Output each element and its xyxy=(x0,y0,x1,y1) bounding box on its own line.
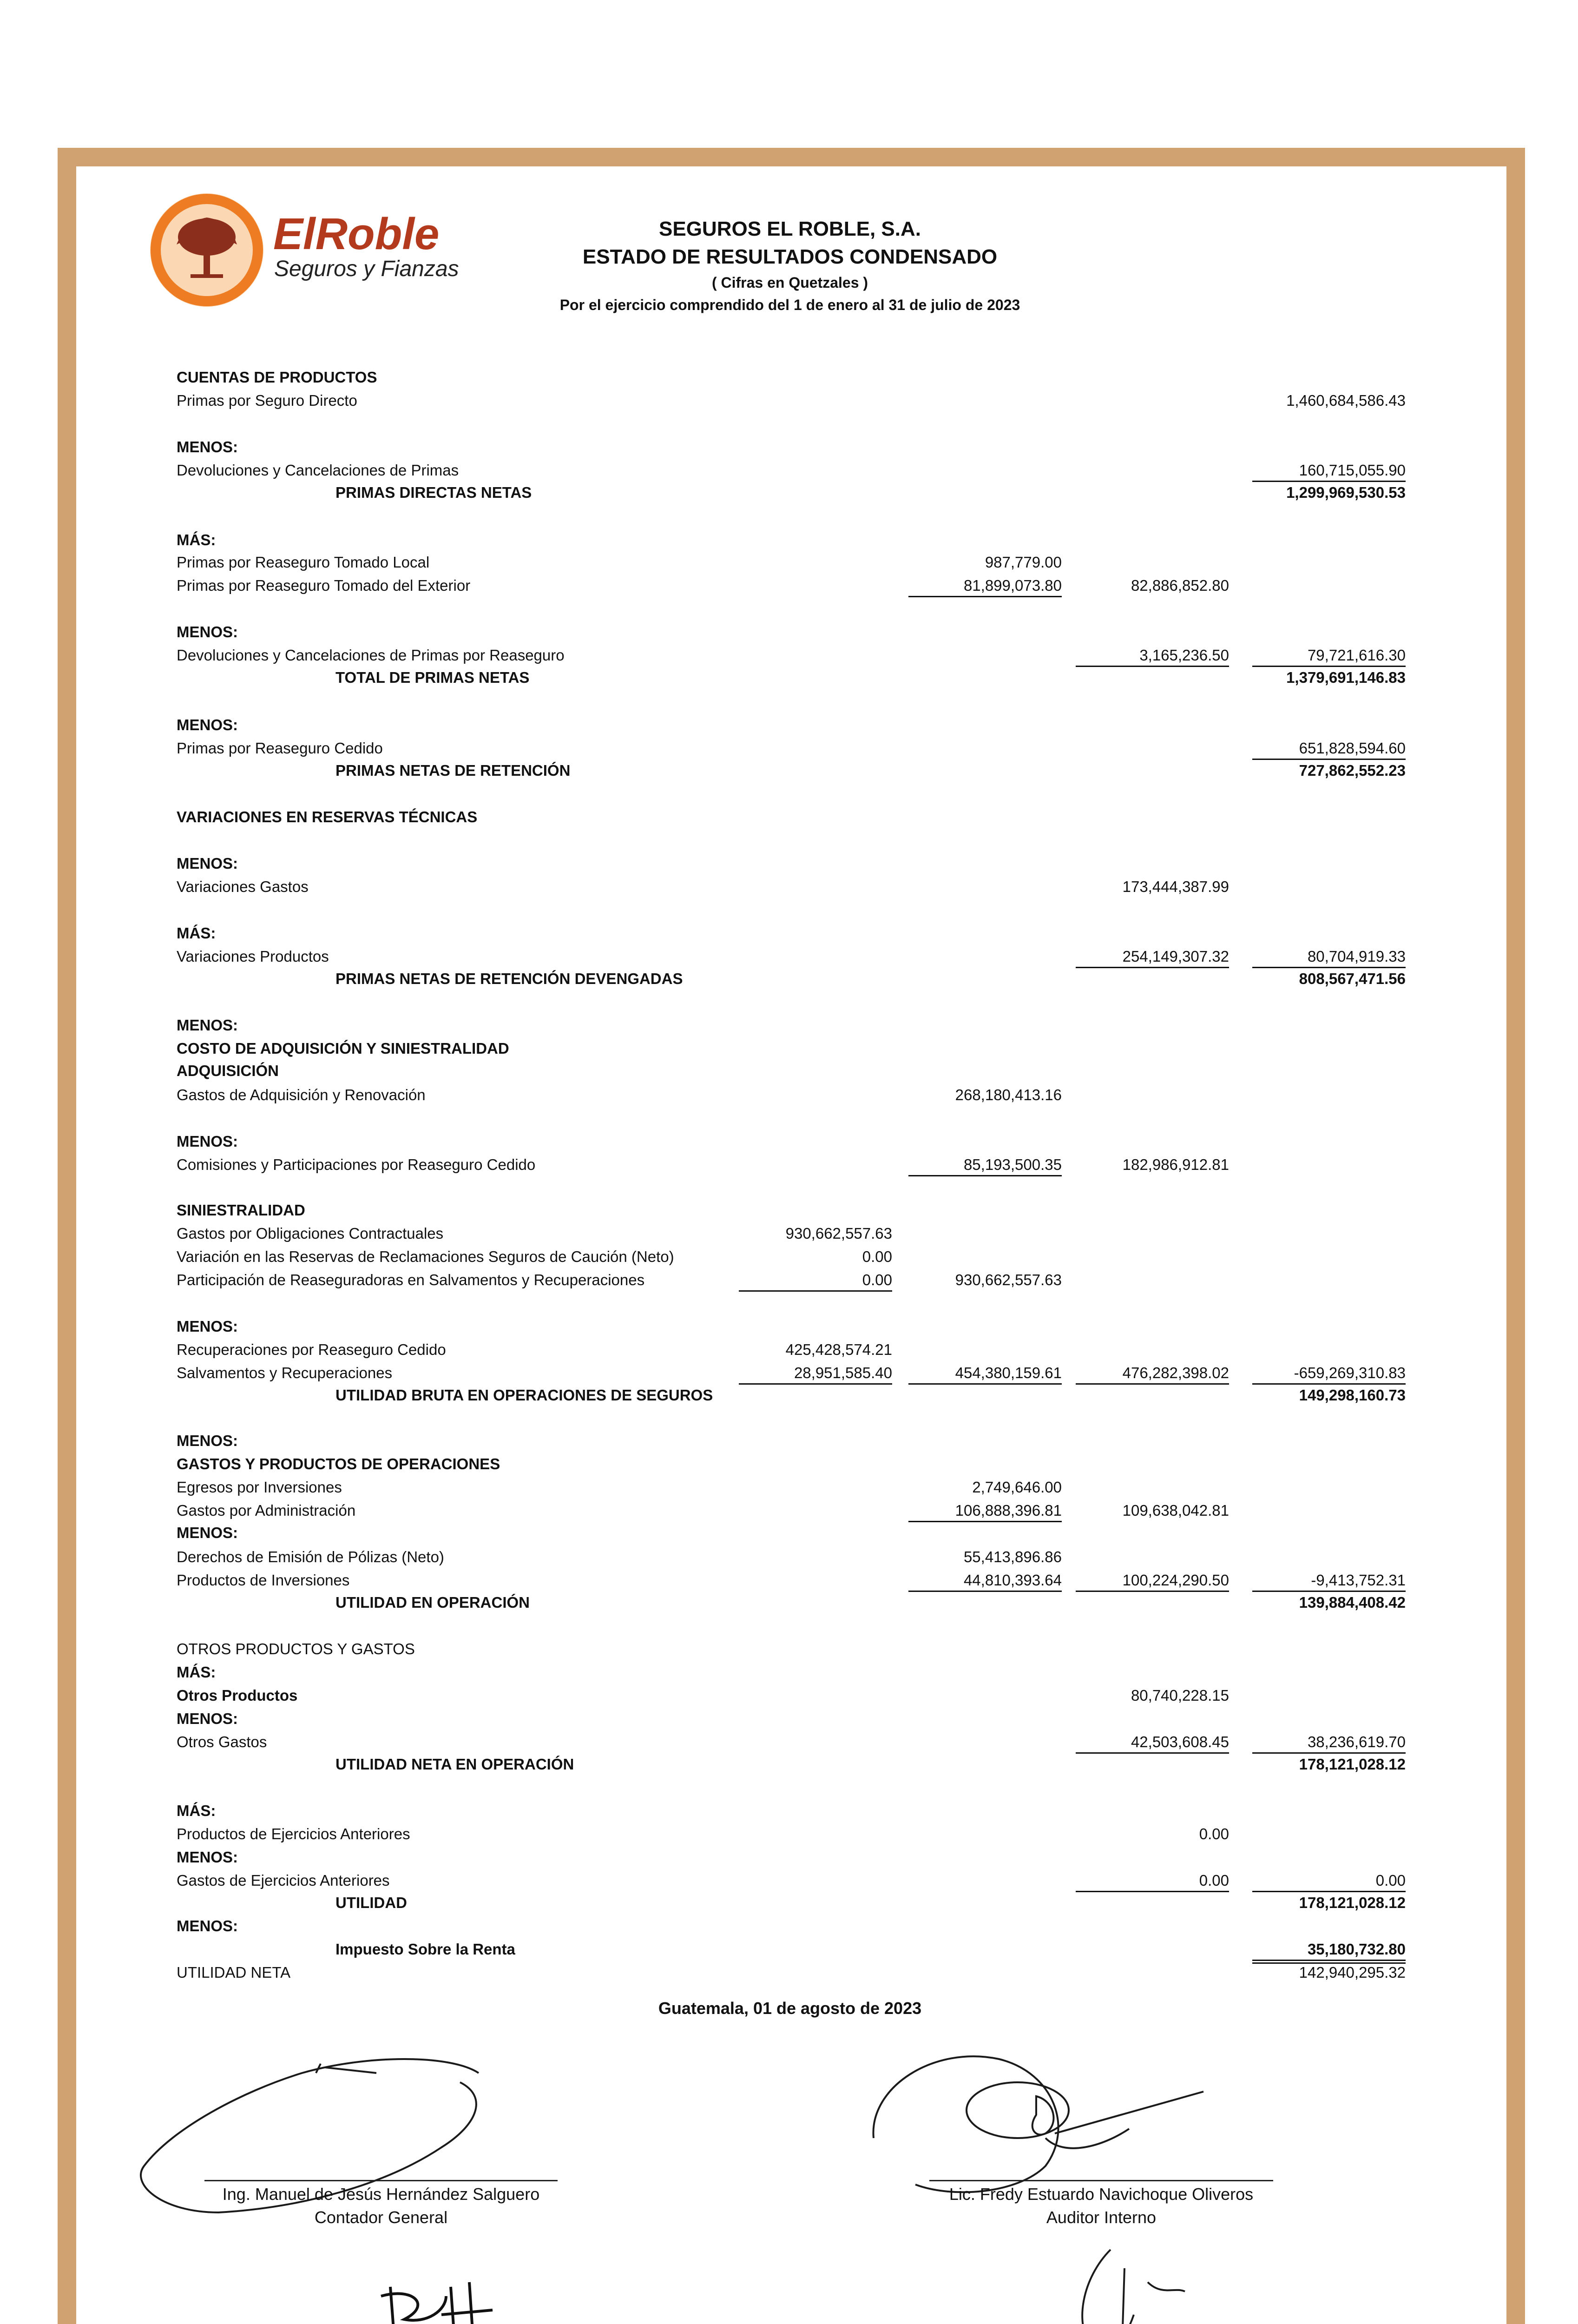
amount-c4: 178,121,028.12 xyxy=(1299,1894,1406,1911)
statement-section-label: MENOS: xyxy=(177,623,238,640)
statement-line-label: Gastos por Administración xyxy=(177,1502,356,1519)
statement-section-label: MÁS: xyxy=(177,531,216,548)
amount-c2: 987,779.00 xyxy=(985,554,1062,571)
place-date: Guatemala, 01 de agosto de 2023 xyxy=(658,1999,922,2018)
amount-c3: 182,986,912.81 xyxy=(1122,1156,1229,1173)
statement-line-label: Egresos por Inversiones xyxy=(177,1479,342,1496)
period-note: Por el ejercicio comprendido del 1 de enero al 31 de julio de 2023 xyxy=(559,297,1020,313)
statement-total-label: UTILIDAD xyxy=(335,1894,407,1911)
statement-line-label: Primas por Reaseguro Tomado Local xyxy=(177,554,430,571)
signature-gerente xyxy=(1055,2240,1222,2324)
signature-presidente xyxy=(376,2278,516,2324)
statement-line-label: Variación en las Reservas de Reclamaciones Seguros de Caución (Neto) xyxy=(177,1248,674,1265)
statement-total-label: TOTAL DE PRIMAS NETAS xyxy=(335,669,530,686)
statement-line-label: OTROS PRODUCTOS Y GASTOS xyxy=(177,1640,415,1657)
statement-total-label: UTILIDAD EN OPERACIÓN xyxy=(335,1594,530,1611)
statement-section-label: MENOS: xyxy=(177,1318,238,1335)
amount-c4: 149,298,160.73 xyxy=(1299,1386,1406,1404)
statement-section-label: MENOS: xyxy=(177,1710,238,1727)
statement-line-label: Primas por Reaseguro Tomado del Exterior xyxy=(177,577,471,594)
amount-c1: 425,428,574.21 xyxy=(785,1341,892,1358)
amount-c3: 0.00 xyxy=(1199,1825,1229,1842)
amount-c2: 268,180,413.16 xyxy=(955,1086,1062,1103)
svg-text:Seguros y Fianzas: Seguros y Fianzas xyxy=(274,257,459,281)
statement-total-label: UTILIDAD NETA EN OPERACIÓN xyxy=(335,1756,574,1773)
statement-section-label: VARIACIONES EN RESERVAS TÉCNICAS xyxy=(177,808,478,825)
statement-line-label: Productos de Ejercicios Anteriores xyxy=(177,1825,410,1842)
statement-section-label: ADQUISICIÓN xyxy=(177,1062,279,1079)
statement-line-label: Recuperaciones por Reaseguro Cedido xyxy=(177,1341,446,1358)
statement-line-label: Primas por Reaseguro Cedido xyxy=(177,739,383,757)
statement-section-label: MENOS: xyxy=(177,1133,238,1150)
amount-c3: 42,503,608.45 xyxy=(1076,1732,1229,1754)
statement-line-label: Variaciones Gastos xyxy=(177,878,309,895)
signatory-role: Auditor Interno xyxy=(1046,2208,1157,2227)
statement-line-label: Devoluciones y Cancelaciones de Primas xyxy=(177,462,459,479)
statement-line-label: Variaciones Productos xyxy=(177,948,329,965)
amount-c4: -659,269,310.83 xyxy=(1252,1363,1406,1385)
amount-c2: 44,810,393.64 xyxy=(908,1570,1062,1592)
amount-c1: 0.00 xyxy=(862,1248,892,1265)
amount-c2: 55,413,896.86 xyxy=(963,1548,1062,1565)
amount-c2: 930,662,557.63 xyxy=(955,1271,1062,1288)
statement-line-label: Participación de Reaseguradoras en Salvamentos y Recuperaciones xyxy=(177,1271,645,1288)
amount-c3: 80,740,228.15 xyxy=(1131,1687,1229,1704)
statement-section-label: COSTO DE ADQUISICIÓN Y SINIESTRALIDAD xyxy=(177,1040,509,1057)
statement-total-label: PRIMAS NETAS DE RETENCIÓN xyxy=(335,762,571,779)
amount-c3: 254,149,307.32 xyxy=(1076,946,1229,968)
statement-line-label: Productos de Inversiones xyxy=(177,1571,350,1589)
amount-c1: 930,662,557.63 xyxy=(785,1225,892,1242)
svg-text:ElRoble: ElRoble xyxy=(273,209,440,259)
amount-c2: 454,380,159.61 xyxy=(908,1363,1062,1385)
signatory-name: Ing. Manuel de Jesús Hernández Salguero xyxy=(222,2185,540,2204)
statement-title: ESTADO DE RESULTADOS CONDENSADO xyxy=(582,245,998,268)
statement-section-label: MÁS: xyxy=(177,924,216,942)
statement-section-label: CUENTAS DE PRODUCTOS xyxy=(177,369,377,386)
statement-total-label: PRIMAS NETAS DE RETENCIÓN DEVENGADAS xyxy=(335,970,683,987)
currency-note: ( Cifras en Quetzales ) xyxy=(711,274,868,291)
statement-section-label: MENOS: xyxy=(177,438,238,456)
statement-total-label: PRIMAS DIRECTAS NETAS xyxy=(335,484,532,501)
amount-c3: 0.00 xyxy=(1076,1870,1229,1892)
signature-line-contador xyxy=(204,2180,558,2181)
statement-section-label: MENOS: xyxy=(177,1524,238,1541)
amount-c4: 727,862,552.23 xyxy=(1299,762,1406,779)
statement-section-label: MÁS: xyxy=(177,1802,216,1819)
signature-line-auditor xyxy=(929,2180,1273,2181)
statement-section-label: SINIESTRALIDAD xyxy=(177,1202,305,1219)
statement-section-label: MENOS: xyxy=(177,1432,238,1449)
amount-c2: 81,899,073.80 xyxy=(908,575,1062,597)
company-name: SEGUROS EL ROBLE, S.A. xyxy=(659,218,921,240)
amount-c4: 139,884,408.42 xyxy=(1299,1594,1406,1611)
statement-section-label: MENOS: xyxy=(177,1917,238,1934)
statement-line-label: UTILIDAD NETA xyxy=(177,1964,291,1981)
statement-line-label: Gastos de Ejercicios Anteriores xyxy=(177,1872,390,1889)
amount-c1: 0.00 xyxy=(739,1270,892,1292)
statement-line-label: Salvamentos y Recuperaciones xyxy=(177,1364,393,1381)
amount-c1: 28,951,585.40 xyxy=(739,1363,892,1385)
amount-c4: 142,940,295.32 xyxy=(1299,1964,1406,1981)
amount-c2: 106,888,396.81 xyxy=(908,1500,1062,1522)
statement-line-label: Otros Gastos xyxy=(177,1733,267,1750)
amount-c2: 85,193,500.35 xyxy=(908,1155,1062,1176)
statement-total-label: UTILIDAD BRUTA EN OPERACIONES DE SEGUROS xyxy=(335,1386,713,1404)
amount-c3: 173,444,387.99 xyxy=(1122,878,1229,895)
amount-c3: 476,282,398.02 xyxy=(1076,1363,1229,1385)
amount-c4: 0.00 xyxy=(1252,1870,1406,1892)
statement-section-label: MENOS: xyxy=(177,1849,238,1866)
amount-c4: 160,715,055.90 xyxy=(1252,460,1406,482)
amount-c3: 3,165,236.50 xyxy=(1076,645,1229,667)
amount-c4: 79,721,616.30 xyxy=(1252,645,1406,667)
signatory-role: Contador General xyxy=(314,2208,448,2227)
statement-line-label: Comisiones y Participaciones por Reaseguro Cedido xyxy=(177,1156,536,1173)
amount-c4: 1,460,684,586.43 xyxy=(1286,392,1406,409)
amount-c4: 808,567,471.56 xyxy=(1299,970,1406,987)
amount-c4: 38,236,619.70 xyxy=(1252,1732,1406,1754)
statement-section-label: GASTOS Y PRODUCTOS DE OPERACIONES xyxy=(177,1455,500,1472)
double-underline xyxy=(1252,1962,1406,1964)
amount-c4: 178,121,028.12 xyxy=(1299,1756,1406,1773)
statement-section-label: MENOS: xyxy=(177,716,238,733)
signatory-name: Lic. Fredy Estuardo Navichoque Oliveros xyxy=(949,2185,1254,2204)
statement-line-label: Gastos por Obligaciones Contractuales xyxy=(177,1225,444,1242)
amount-c4: 1,299,969,530.53 xyxy=(1286,484,1406,501)
statement-section-label: MÁS: xyxy=(177,1664,216,1681)
statement-section-label: Otros Productos xyxy=(177,1687,298,1704)
statement-line-label: Gastos de Adquisición y Renovación xyxy=(177,1086,426,1103)
amount-c4: -9,413,752.31 xyxy=(1252,1570,1406,1592)
amount-c4: 35,180,732.80 xyxy=(1252,1939,1406,1961)
amount-c4: 80,704,919.33 xyxy=(1252,946,1406,968)
statement-line-label: Devoluciones y Cancelaciones de Primas por Reaseguro xyxy=(177,647,565,664)
amount-c3: 109,638,042.81 xyxy=(1122,1502,1229,1519)
statement-line-label: Derechos de Emisión de Pólizas (Neto) xyxy=(177,1548,444,1565)
statement-section-label: MENOS: xyxy=(177,855,238,872)
amount-c2: 2,749,646.00 xyxy=(972,1479,1062,1496)
amount-c3: 82,886,852.80 xyxy=(1131,577,1229,594)
statement-total-label: Impuesto Sobre la Renta xyxy=(335,1941,515,1958)
statement-section-label: MENOS: xyxy=(177,1017,238,1034)
amount-c4: 651,828,594.60 xyxy=(1252,738,1406,760)
amount-c3: 100,224,290.50 xyxy=(1076,1570,1229,1592)
amount-c4: 1,379,691,146.83 xyxy=(1286,669,1406,686)
statement-line-label: Primas por Seguro Directo xyxy=(177,392,357,409)
